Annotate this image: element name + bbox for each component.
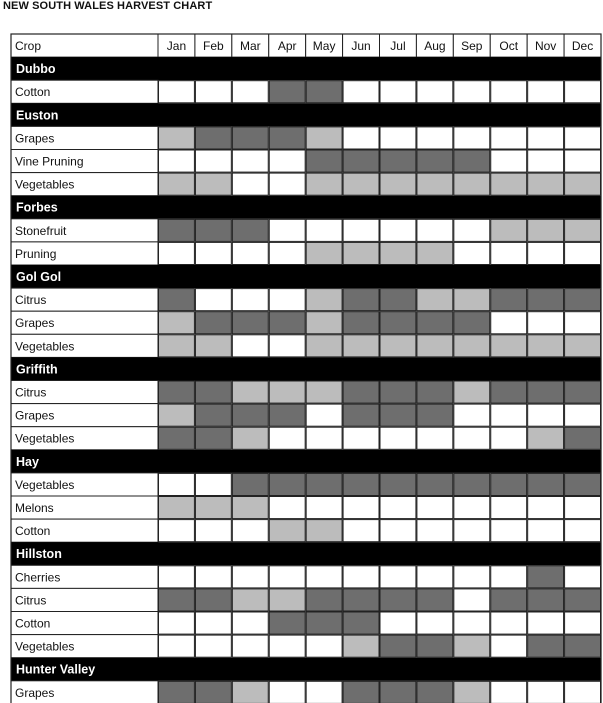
harvest-cell [306,219,342,241]
harvest-cell [528,335,564,357]
harvest-cell [380,289,416,311]
harvest-cell [306,242,342,264]
harvest-cell [269,381,305,403]
region-label: Forbes [16,200,58,215]
region-label: Dubbo [16,62,56,77]
harvest-cell [269,219,305,241]
harvest-cell [195,473,231,495]
harvest-cell [159,289,195,311]
harvest-cell [306,635,342,657]
harvest-cell [269,81,305,103]
crop-label: Cherries [15,570,61,585]
harvest-cell [491,612,527,634]
crop-label: Vegetables [15,639,75,654]
harvest-cell [195,520,231,542]
crop-label: Citrus [15,593,47,608]
harvest-cell [491,219,527,241]
harvest-cell [454,81,490,103]
region-label: Hay [16,454,39,469]
harvest-cell [380,150,416,172]
harvest-cell [417,312,453,334]
harvest-cell [269,589,305,611]
crop-label: Cotton [15,524,51,539]
month-label: Jun [351,39,371,53]
harvest-cell [528,566,564,588]
harvest-cell [565,566,601,588]
harvest-cell [269,566,305,588]
harvest-cell [491,312,527,334]
harvest-cell [528,173,564,195]
harvest-cell [491,150,527,172]
crop-label: Melons [15,501,54,515]
harvest-cell [343,404,379,426]
harvest-cell [491,520,527,542]
harvest-cell [306,473,342,495]
crop-label: Cotton [15,616,51,631]
harvest-cell [454,681,490,703]
harvest-cell [380,173,416,195]
harvest-cell [343,589,379,611]
harvest-cell [232,497,268,519]
harvest-cell [380,219,416,241]
region-band [11,658,601,681]
harvest-cell [454,589,490,611]
harvest-cell [491,566,527,588]
harvest-cell [159,635,195,657]
harvest-cell [528,219,564,241]
harvest-cell [343,289,379,311]
harvest-cell [159,219,195,241]
harvest-cell [232,635,268,657]
harvest-cell [232,404,268,426]
harvest-cell [454,127,490,149]
harvest-cell [491,404,527,426]
harvest-cell [380,242,416,264]
harvest-cell [565,242,601,264]
harvest-cell [528,681,564,703]
harvest-cell [417,150,453,172]
harvest-cell [491,473,527,495]
harvest-cell [195,427,231,449]
harvest-cell [343,219,379,241]
harvest-cell [454,219,490,241]
harvest-cell [565,81,601,103]
harvest-cell [195,566,231,588]
harvest-cell [159,127,195,149]
month-label: Jul [390,39,406,53]
crop-label: Vegetables [15,177,75,192]
harvest-cell [195,289,231,311]
harvest-cell [565,219,601,241]
crop-label: Grapes [15,316,55,331]
harvest-cell [565,497,601,519]
harvest-cell [232,612,268,634]
harvest-cell [306,289,342,311]
harvest-cell [454,150,490,172]
harvest-cell [528,520,564,542]
harvest-cell [528,127,564,149]
crop-label: Grapes [15,131,55,146]
harvest-cell [195,589,231,611]
harvest-cell [491,81,527,103]
harvest-cell [343,520,379,542]
harvest-cell [159,681,195,703]
harvest-cell [159,242,195,264]
harvest-cell [269,127,305,149]
harvest-cell [343,497,379,519]
harvest-cell [232,242,268,264]
harvest-cell [195,381,231,403]
month-label: Feb [203,39,224,53]
month-label: Oct [499,39,519,53]
harvest-cell [306,312,342,334]
harvest-cell [232,381,268,403]
harvest-cell [454,312,490,334]
harvest-cell [528,473,564,495]
harvest-cell [343,312,379,334]
harvest-cell [195,681,231,703]
harvest-cell [491,589,527,611]
harvest-cell [306,427,342,449]
region-band [11,265,601,288]
harvest-cell [306,404,342,426]
region-label: Gol Gol [16,270,62,284]
harvest-cell [565,473,601,495]
harvest-cell [565,173,601,195]
harvest-cell [380,335,416,357]
harvest-cell [417,635,453,657]
harvest-cell [343,381,379,403]
month-label: Dec [571,39,594,53]
harvest-cell [380,566,416,588]
harvest-cell [417,381,453,403]
harvest-cell [269,404,305,426]
harvest-cell [417,520,453,542]
harvest-cell [159,150,195,172]
header-crop-label: Crop [15,39,42,53]
harvest-cell [195,404,231,426]
harvest-cell [417,566,453,588]
harvest-cell [454,242,490,264]
harvest-cell [269,335,305,357]
region-band [11,450,601,473]
harvest-cell [232,473,268,495]
harvest-cell [454,566,490,588]
harvest-cell [380,381,416,403]
harvest-cell [417,427,453,449]
harvest-cell [269,289,305,311]
harvest-cell [380,127,416,149]
harvest-cell [454,497,490,519]
harvest-cell [491,127,527,149]
harvest-cell [195,497,231,519]
harvest-cell [306,497,342,519]
region-band [11,542,601,565]
harvest-cell [306,681,342,703]
harvest-cell [417,81,453,103]
harvest-cell [343,566,379,588]
harvest-cell [269,242,305,264]
region-band [11,103,601,126]
harvest-cell [269,612,305,634]
harvest-cell [269,681,305,703]
harvest-cell [159,81,195,103]
harvest-cell [306,589,342,611]
harvest-cell [528,150,564,172]
harvest-cell [343,427,379,449]
harvest-cell [417,404,453,426]
harvest-cell [343,81,379,103]
harvest-cell [528,312,564,334]
harvest-cell [306,81,342,103]
harvest-cell [417,219,453,241]
harvest-cell [159,427,195,449]
month-label: Apr [277,39,297,53]
harvest-cell [306,381,342,403]
harvest-cell [159,589,195,611]
month-label: Aug [424,39,446,53]
harvest-cell [380,635,416,657]
harvest-cell [269,150,305,172]
harvest-cell [380,427,416,449]
harvest-cell [306,612,342,634]
crop-label: Vine Pruning [15,154,84,169]
harvest-cell [343,150,379,172]
harvest-cell [232,566,268,588]
harvest-cell [528,635,564,657]
month-label: Sep [461,39,483,53]
harvest-cell [565,312,601,334]
harvest-cell [195,81,231,103]
harvest-cell [417,242,453,264]
harvest-cell [269,635,305,657]
crop-label: Vegetables [15,477,75,492]
harvest-cell [565,289,601,311]
harvest-cell [417,681,453,703]
harvest-cell [232,427,268,449]
harvest-cell [491,635,527,657]
harvest-cell [454,404,490,426]
harvest-cell [306,150,342,172]
harvest-cell [195,635,231,657]
month-label: Mar [239,39,261,53]
harvest-cell [306,520,342,542]
region-band [11,57,601,80]
region-label: Euston [16,108,59,123]
crop-label: Cotton [15,85,51,100]
harvest-cell [565,150,601,172]
harvest-cell [417,612,453,634]
harvest-cell [565,335,601,357]
harvest-cell [528,81,564,103]
harvest-cell [232,520,268,542]
crop-label: Citrus [15,293,47,308]
harvest-cell [159,497,195,519]
harvest-cell [159,173,195,195]
harvest-cell [528,612,564,634]
harvest-cell [269,427,305,449]
harvest-cell [454,427,490,449]
harvest-cell [232,335,268,357]
harvest-cell [343,681,379,703]
harvest-cell [195,242,231,264]
harvest-cell [565,381,601,403]
region-label: Hillston [16,547,62,562]
harvest-cell [380,497,416,519]
region-band [11,357,601,380]
harvest-cell [159,473,195,495]
harvest-cell [232,312,268,334]
harvest-cell [417,127,453,149]
harvest-cell [565,589,601,611]
harvest-cell [491,242,527,264]
harvest-cell [195,312,231,334]
harvest-cell [269,173,305,195]
harvest-cell [232,150,268,172]
harvest-cell [491,681,527,703]
harvest-cell [159,612,195,634]
harvest-cell [232,219,268,241]
harvest-cell [454,335,490,357]
harvest-cell [232,589,268,611]
harvest-cell [491,335,527,357]
harvest-cell [528,242,564,264]
harvest-cell [232,173,268,195]
harvest-cell [454,289,490,311]
harvest-cell [195,612,231,634]
harvest-cell [380,589,416,611]
harvest-cell [380,520,416,542]
harvest-cell [306,566,342,588]
harvest-cell [454,473,490,495]
harvest-cell [159,520,195,542]
harvest-cell [159,404,195,426]
crop-label: Vegetables [15,431,75,446]
harvest-cell [491,173,527,195]
month-label: Jan [166,39,187,53]
harvest-cell [565,427,601,449]
harvest-cell [343,173,379,195]
harvest-cell [380,612,416,634]
harvest-cell [232,127,268,149]
harvest-cell [454,635,490,657]
harvest-cell [232,681,268,703]
harvest-cell [528,381,564,403]
crop-label: Grapes [15,408,55,423]
harvest-cell [195,335,231,357]
harvest-cell [380,681,416,703]
harvest-cell [343,635,379,657]
harvest-cell [565,635,601,657]
harvest-cell [491,427,527,449]
harvest-cell [269,473,305,495]
harvest-cell [343,127,379,149]
harvest-cell [454,381,490,403]
harvest-cell [306,127,342,149]
harvest-cell [269,312,305,334]
harvest-cell [306,173,342,195]
harvest-cell [195,150,231,172]
harvest-cell [417,173,453,195]
month-label: May [312,39,336,53]
harvest-cell [269,497,305,519]
harvest-cell [343,612,379,634]
region-band [11,196,601,219]
crop-label: Stonefruit [15,223,67,238]
harvest-cell [417,335,453,357]
harvest-cell [380,473,416,495]
crop-label: Grapes [15,685,55,700]
harvest-cell [343,473,379,495]
harvest-cell [491,381,527,403]
harvest-cell [565,681,601,703]
harvest-cell [528,289,564,311]
harvest-cell [343,242,379,264]
harvest-cell [380,404,416,426]
chart-title: NEW SOUTH WALES HARVEST CHART [3,0,213,12]
harvest-cell [159,312,195,334]
harvest-cell [417,497,453,519]
harvest-cell [195,173,231,195]
harvest-cell [159,381,195,403]
harvest-cell [195,127,231,149]
harvest-cell [380,312,416,334]
harvest-cell [417,589,453,611]
harvest-cell [565,127,601,149]
harvest-cell [195,219,231,241]
month-label: Nov [534,39,557,53]
harvest-cell [528,427,564,449]
harvest-cell [454,520,490,542]
harvest-cell [380,81,416,103]
harvest-cell [565,520,601,542]
crop-label: Pruning [15,246,57,261]
region-label: Hunter Valley [16,662,96,677]
harvest-cell [269,520,305,542]
harvest-cell [528,404,564,426]
harvest-cell [491,289,527,311]
harvest-cell [565,404,601,426]
harvest-cell [159,335,195,357]
harvest-cell [232,289,268,311]
harvest-cell [454,612,490,634]
harvest-cell [306,335,342,357]
harvest-cell [528,497,564,519]
harvest-cell [454,173,490,195]
harvest-cell [417,473,453,495]
harvest-cell [417,289,453,311]
crop-label: Vegetables [15,339,75,354]
harvest-cell [491,497,527,519]
harvest-cell [232,81,268,103]
harvest-cell [343,335,379,357]
harvest-cell [528,589,564,611]
harvest-cell [159,566,195,588]
region-label: Griffith [16,362,58,377]
harvest-cell [565,612,601,634]
crop-label: Citrus [15,385,47,400]
